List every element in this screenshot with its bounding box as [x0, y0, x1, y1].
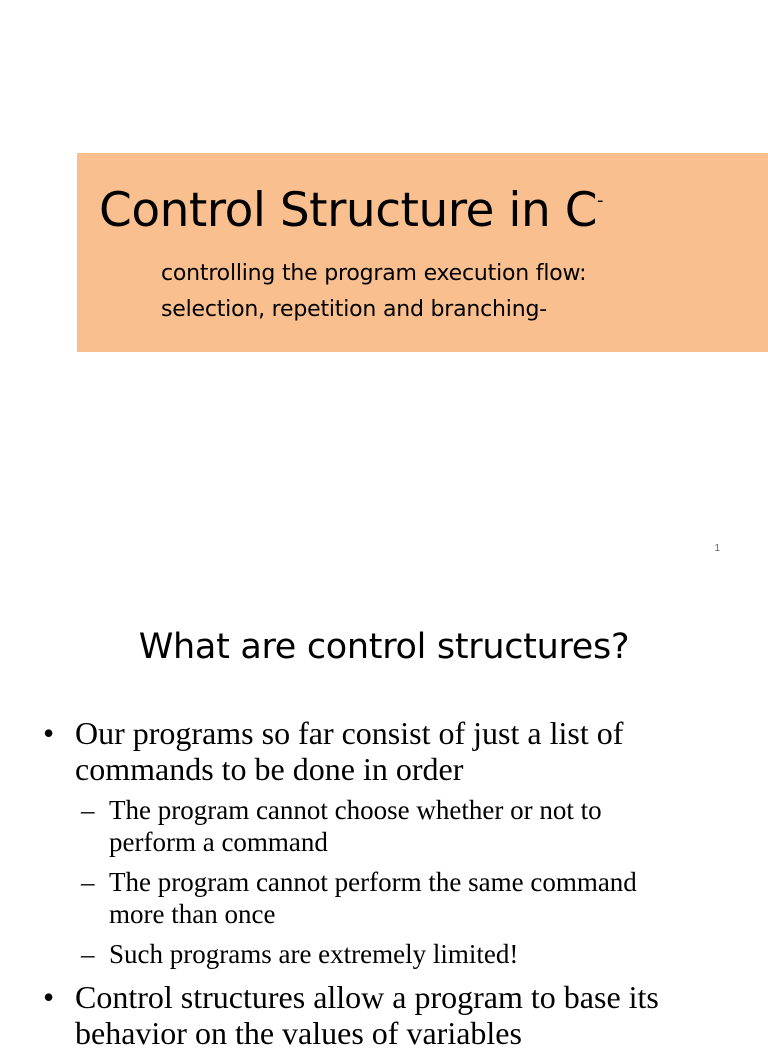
- title-box: [77, 153, 768, 352]
- sub-bullet-item-1-line-1: The program cannot choose whether or not to: [109, 795, 602, 825]
- sub-bullet-item-1-line-2: perform a command: [109, 827, 328, 857]
- sub-bullet-marker: –: [81, 795, 95, 825]
- bullet-item-1-line-2: commands to be done in order: [75, 751, 464, 787]
- sub-bullet-item-3-line-1: Such programs are extremely limited!: [109, 939, 519, 969]
- slide-title-suffix: -: [597, 190, 604, 211]
- bullet-item-2-line-1: Control structures allow a program to base its: [75, 979, 659, 1015]
- bullet-item-2: [43, 979, 659, 1051]
- sub-bullet-item-1: [81, 794, 602, 858]
- bullet-marker: •: [43, 715, 55, 751]
- sub-bullet-item-2-line-1: The program cannot perform the same command: [109, 867, 637, 897]
- slide-2: [0, 576, 768, 1051]
- slide-2-title: What are control structures?: [138, 627, 630, 667]
- sub-bullet-item-3: [81, 938, 519, 970]
- sub-bullet-item-2-line-2: more than once: [109, 899, 276, 929]
- bullet-item-2-line-2: behavior on the values of variables: [75, 1015, 522, 1051]
- slide-title: [99, 183, 603, 239]
- bullet-marker: •: [43, 979, 55, 1015]
- page-number: 1: [714, 543, 720, 554]
- bullet-item-1-line-1: Our programs so far consist of just a list of: [75, 715, 624, 751]
- slide-subtitle: [161, 256, 586, 328]
- subtitle-line-1: controlling the program execution flow:: [161, 261, 587, 286]
- sub-bullet-marker: –: [81, 867, 95, 897]
- sub-bullet-item-2: [81, 866, 637, 930]
- subtitle-line-2: selection, repetition and branching-: [161, 297, 547, 322]
- bullet-item-1: [43, 715, 624, 787]
- sub-bullet-marker: –: [81, 939, 95, 969]
- slide-title-text: Control Structure in C: [99, 183, 598, 238]
